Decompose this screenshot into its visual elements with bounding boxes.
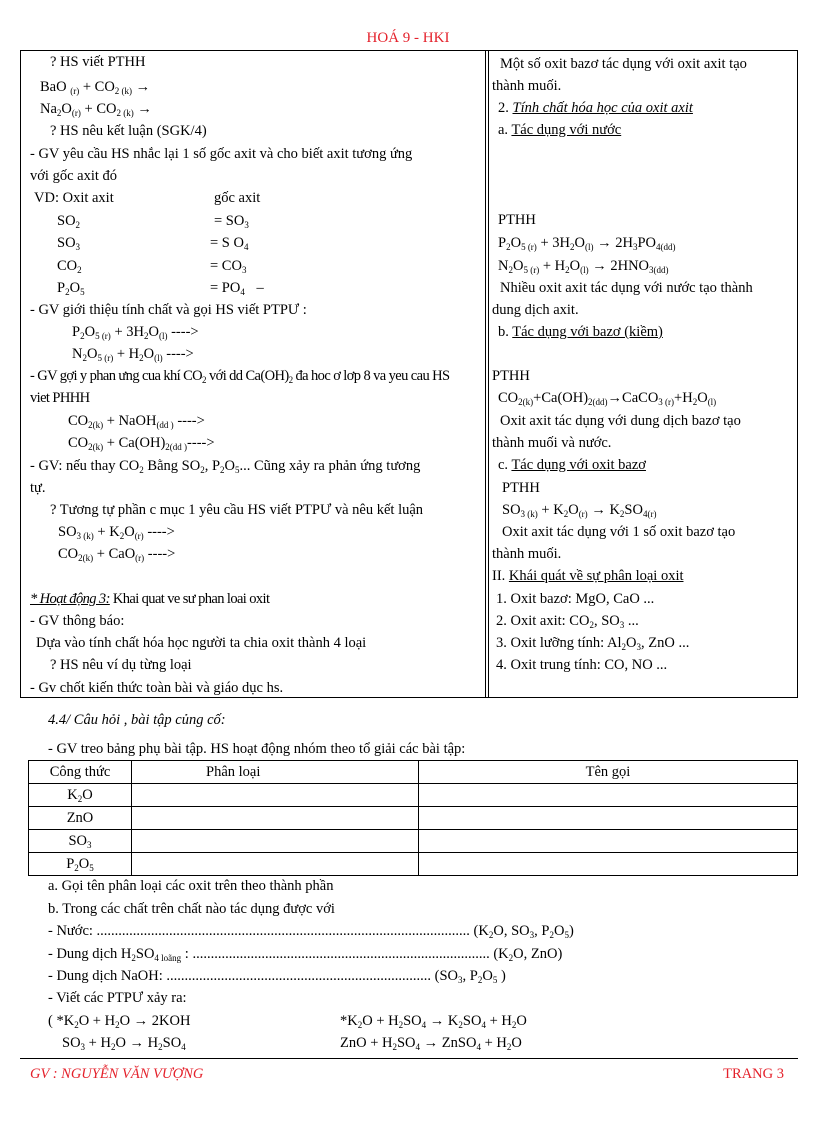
right-line: PTHH: [498, 212, 536, 228]
oxide: $P_2O_5$: [57, 280, 85, 297]
right-line: dung dịch axit.: [492, 302, 579, 318]
left-line: Dựa vào tính chất hóa học người ta chia oxit thành 4 loại: [36, 635, 367, 651]
exercise-line: - Viết các PTPƯ xảy ra:: [48, 990, 187, 1006]
right-line: PTHH: [492, 368, 530, 384]
formula-cell: $P_2O_5$: [29, 853, 132, 876]
right-line: Oxit axit tác dụng với dung dịch bazơ tạo: [500, 413, 741, 429]
right-line: Nhiều oxit axit tác dụng với nước tạo thành: [500, 280, 753, 296]
header-cell: Công thức: [29, 761, 132, 784]
exercise-table: [28, 760, 798, 876]
left-line: ? HS viết PTHH: [50, 54, 146, 70]
formula-cell: $SO_3$: [29, 830, 132, 853]
equation: $N_2O_{5 (r)} + H_2O_{(l)}$ ---->: [72, 346, 194, 363]
acid-group: = $PO_4$ –: [210, 280, 264, 297]
formula-cell: ZnO: [29, 807, 132, 830]
right-line: PTHH: [502, 480, 540, 496]
example-label: VD: Oxit axit: [34, 190, 114, 206]
left-line: với gốc axit đó: [30, 168, 117, 184]
left-line: - GV giới thiệu tính chất và gọi HS viết PTPƯ :: [30, 302, 307, 318]
equation: $P_2O_{5 (r)} + 3H_2O_{(l)}$ ---->: [72, 324, 199, 341]
page-header: HOÁ 9 - HKI: [366, 30, 450, 46]
equation: $P_2O_{5 (r)} + 3H_2O_{(l)} \to 2H_3PO_{4(dd)}$: [498, 235, 676, 252]
answer-equation: $SO_3 + H_2O \to H_2SO_4$: [62, 1035, 186, 1052]
classification-cell[interactable]: [132, 784, 419, 807]
answer-equation: ZnO + $H_2SO_4$ → ZnSO$_4$ + $H_2O$: [340, 1035, 522, 1052]
right-line: 1. Oxit bazơ: MgO, CaO ...: [496, 591, 655, 607]
equation: $Na_2O_{(r)} + CO_{2 (k)}$ →: [40, 101, 152, 118]
oxide: $SO_2$: [57, 213, 81, 230]
name-cell[interactable]: [419, 853, 798, 876]
answer-equation: $*K_2O + H_2SO_4 \to K_2SO_4 + H_2O$: [340, 1013, 527, 1030]
formula-cell: $K_2O$: [29, 784, 132, 807]
left-line: - GV yêu cầu HS nhắc lại 1 số gốc axit và cho biết axit tương ứng: [30, 146, 413, 162]
oxide: $CO_2$: [57, 258, 82, 275]
column-divider-inner: [488, 50, 489, 698]
table-row: [29, 784, 798, 807]
right-line: 2. Oxit axit: $CO_2$, $SO_3$ ...: [496, 613, 639, 630]
equation: $CO_{2(k)}$ + NaOH$_{(dd )}$ ---->: [68, 413, 205, 430]
equation: $CO_{2(k)}+Ca(OH)_{2(dd)}\to CaCO_{3 (r)}+H_2O_{(l)}$: [498, 390, 717, 407]
classification-cell[interactable]: [132, 853, 419, 876]
acid-group: = $CO_3$: [210, 258, 247, 275]
acid-group: = $SO_3$: [214, 213, 249, 230]
name-cell[interactable]: [419, 807, 798, 830]
right-line: Một số oxit bazơ tác dụng với oxit axit tạo: [500, 56, 747, 72]
classification-cell[interactable]: [132, 830, 419, 853]
left-line: - Gv chốt kiến thức toàn bài và giáo dục hs.: [30, 680, 284, 696]
equation: $N_2O_{5 (r)} + H_2O_{(l)} \to 2HNO_{3(dd)}$: [498, 258, 669, 275]
classification-cell[interactable]: [132, 807, 419, 830]
right-line: thành muối.: [492, 78, 562, 94]
exercise-line: - Dung dịch NaOH: ......................................................................... ($SO_3$, $P_2O_5$ ): [48, 968, 506, 985]
section-title: 4.4/ Câu hỏi , bài tập củng cố:: [48, 712, 226, 728]
equation: BaO $_{(r)} + CO_{2 (k)}$ →: [40, 79, 151, 96]
right-subheading: a. Tác dụng với nước: [498, 122, 622, 138]
table-row: [29, 830, 798, 853]
right-subheading: b. Tác dụng với bazơ (kiềm): [498, 324, 663, 340]
table-header-row: [29, 761, 798, 784]
footer-page-number: TRANG 3: [723, 1066, 784, 1082]
name-cell[interactable]: [419, 830, 798, 853]
column-divider: [485, 50, 486, 698]
equation: $CO_{2(k)} + CaO_{(r)}$ ---->: [58, 546, 176, 563]
exercise-line: b. Trong các chất trên chất nào tác dụng được với: [48, 901, 335, 917]
footer-author: GV : NGUYỄN VĂN VƯỢNG: [30, 1066, 204, 1082]
equation: $SO_{3 (k)} + K_2O_{(r)} \to K_2SO_{4(r)}$: [502, 502, 657, 519]
left-line: - GV gợi y phan ưng cua khí $CO_2$ với dd $Ca(OH)_2$ đa hoc ơ lơp 8 va yeu cau HS: [30, 368, 450, 385]
oxide: $SO_3$: [57, 235, 81, 252]
exercise-line: - Nước: ....................................................................................................... ($K_2O$, $SO_3$, $P_2O_5$): [48, 923, 574, 940]
right-heading: 2. Tính chất hóa học của oxit axit: [498, 100, 693, 116]
header-cell: Phân loại: [132, 761, 419, 784]
right-subheading: c. Tác dụng với oxit bazơ: [498, 457, 646, 473]
left-line: ? Tương tự phần c mục 1 yêu cầu HS viết PTPƯ và nêu kết luận: [50, 502, 424, 518]
exercise-line: - Dung dịch $H_2SO_{4 loãng}$ : .................................................................................. ($K_2O$, ZnO): [48, 946, 563, 963]
equation: $CO_{2(k)} + Ca(OH)_{2(dd )}---->$: [68, 435, 215, 452]
footer-rule: [20, 1058, 798, 1059]
left-line: - GV: nếu thay $CO_2$ Bằng $SO_2$, $P_2O_5$... Cũng xảy ra phản ứng tương: [30, 458, 421, 475]
answer-equation: ( $*K_2O + H_2O \to 2KOH$: [48, 1013, 191, 1030]
table-row: [29, 853, 798, 876]
table-row: [29, 807, 798, 830]
equation: $SO_{3 (k)} + K_2O_{(r)}$ ---->: [58, 524, 175, 541]
name-cell[interactable]: [419, 784, 798, 807]
acid-group: = S $O_4$: [210, 235, 249, 252]
right-line: thành muối và nước.: [492, 435, 612, 451]
exercise-line: a. Gọi tên phân loại các oxit trên theo thành phần: [48, 878, 334, 894]
header-cell: Tên gọi: [419, 761, 798, 784]
right-line: 3. Oxit lưỡng tính: $Al_2O_3$, ZnO ...: [496, 635, 690, 652]
left-line: tự.: [30, 480, 46, 496]
right-heading: II. Khái quát về sự phân loại oxit: [492, 568, 684, 584]
right-line: Oxit axit tác dụng với 1 số oxit bazơ tạo: [502, 524, 736, 540]
example-label: gốc axit: [214, 190, 261, 206]
right-line: thành muối.: [492, 546, 562, 562]
left-line: - GV thông báo:: [30, 613, 125, 629]
left-line: ? HS nêu kết luận (SGK/4): [50, 123, 207, 139]
left-line: viet PHHH: [30, 390, 90, 406]
activity-3-line: * Hoạt động 3: Khai quat ve sư phan loai oxit: [30, 591, 270, 607]
section-intro: - GV treo bảng phụ bài tập. HS hoạt động nhóm theo tổ giải các bài tập:: [48, 741, 466, 757]
right-line: 4. Oxit trung tính: CO, NO ...: [496, 657, 668, 673]
left-line: ? HS nêu ví dụ từng loại: [50, 657, 192, 673]
